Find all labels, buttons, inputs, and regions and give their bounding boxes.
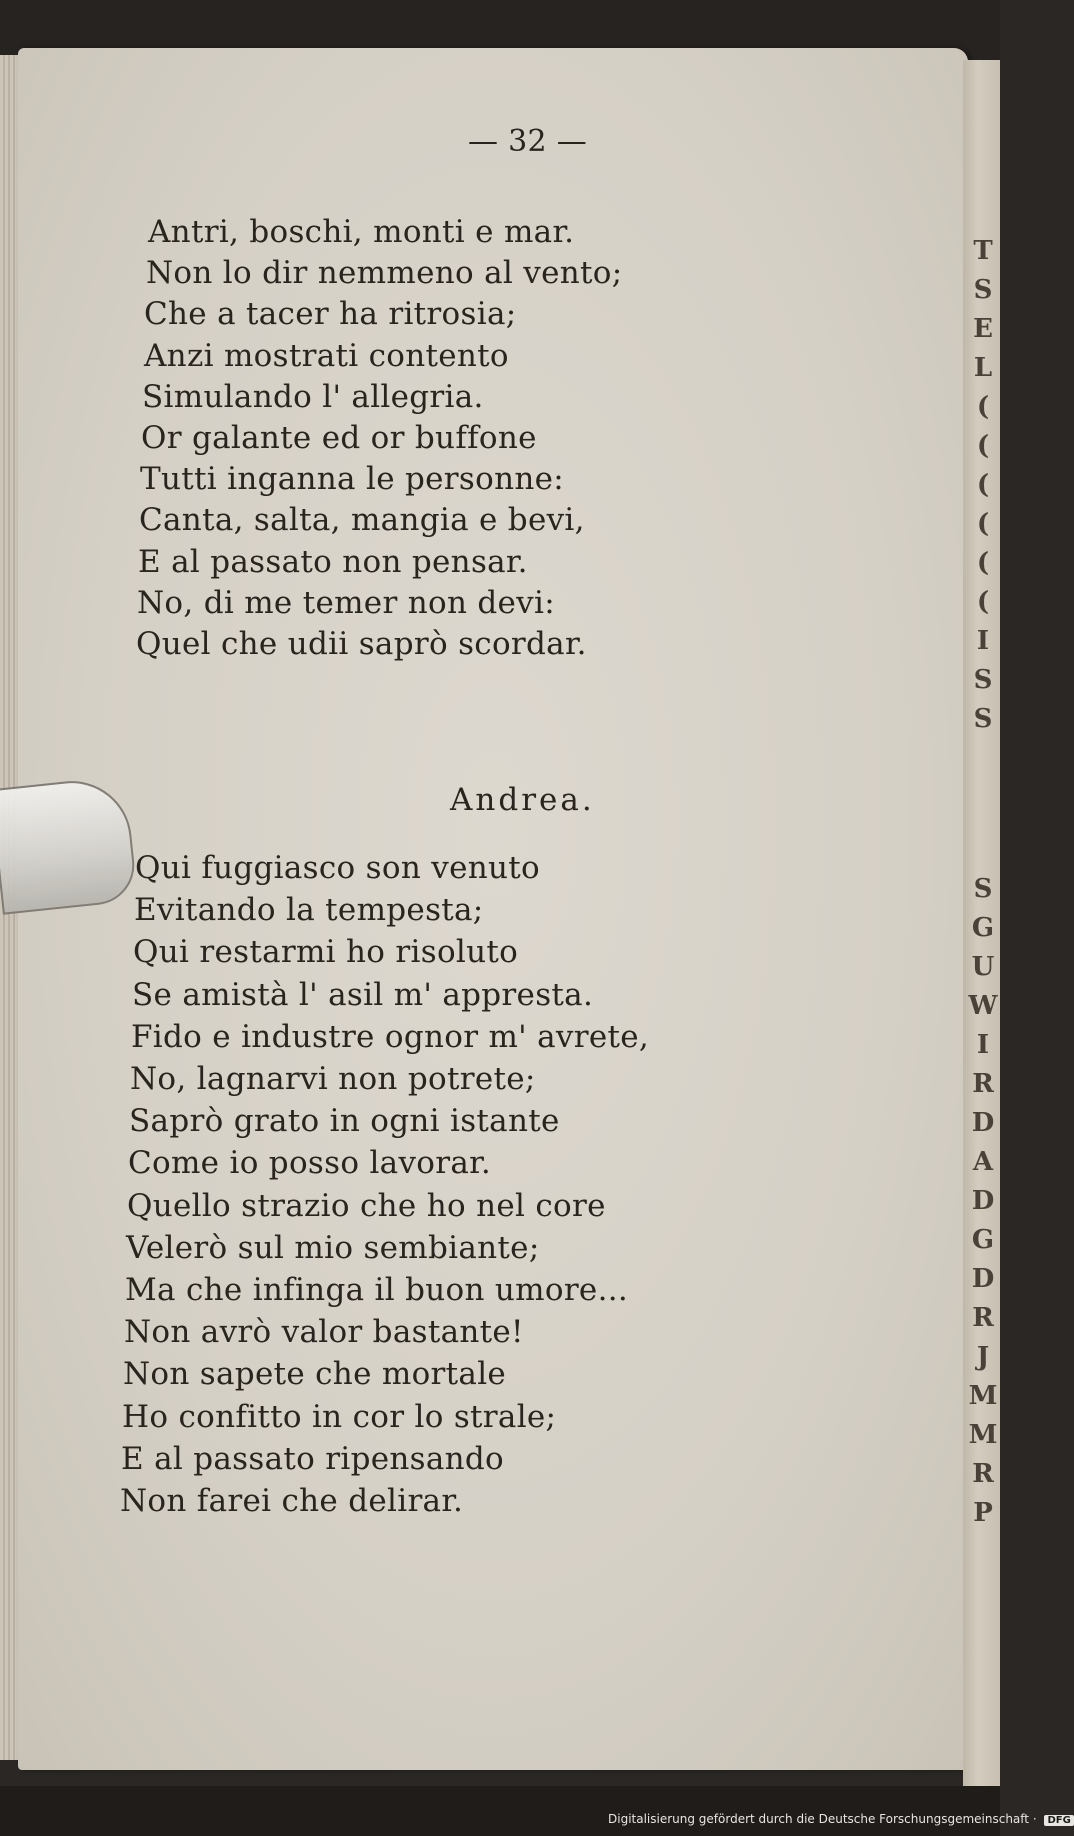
facing-page-glyph: L: [973, 353, 993, 383]
digitization-credit: [608, 1812, 1074, 1826]
facing-page-glyph: S: [973, 275, 993, 305]
verse-line: Or galante ed or buffone: [141, 420, 537, 456]
facing-page-glyph: E: [973, 314, 993, 344]
verse-line: Fido e industre ognor m' avrete,: [131, 1018, 650, 1055]
verse-line: Ho confitto in cor lo strale;: [122, 1398, 557, 1435]
verse-line: Qui fuggiasco son venuto: [135, 850, 540, 886]
facing-page-glyph: R: [972, 1459, 994, 1489]
facing-page-glyph: (: [976, 431, 990, 461]
facing-page-glyph: S: [973, 704, 993, 734]
verse-line: Canta, salta, mangia e bevi,: [139, 502, 585, 539]
facing-page-glyph: D: [971, 1108, 995, 1138]
verse-line: Non sapete che mortale: [123, 1356, 507, 1393]
facing-page-glyph: U: [971, 952, 995, 982]
verse-line: Non avrò valor bastante!: [124, 1314, 524, 1351]
facing-page-glyph: D: [971, 1186, 995, 1216]
facing-page-glyph: D: [971, 1264, 995, 1294]
verse-line: Anzi mostrati contento: [144, 337, 509, 374]
verse-line: Simulando l' allegria.: [142, 378, 484, 415]
verse-line: Evitando la tempesta;: [134, 892, 484, 929]
facing-page-glyph: R: [972, 1069, 994, 1099]
facing-page-glyph: S: [973, 665, 993, 695]
verse-line: Qui restarmi ho risoluto: [133, 934, 519, 971]
verse-line: Quel che udii saprò scordar.: [136, 626, 587, 662]
facing-page-glyphs-bottom: [968, 870, 998, 1533]
facing-page-glyph: (: [976, 548, 990, 578]
verse-line: Saprò grato in ogni istante: [129, 1103, 560, 1140]
facing-page-glyph: W: [968, 991, 998, 1021]
facing-page-glyph: G: [971, 913, 995, 943]
verse-line: Come io posso lavorar.: [128, 1145, 491, 1182]
dfg-logo: DFG: [1044, 1815, 1073, 1826]
verse-line: Quello strazio che ho nel core: [127, 1187, 606, 1224]
verse-line: Non farei che delirar.: [120, 1483, 464, 1519]
verse-line: Se amistà l' asil m' appresta.: [132, 976, 594, 1013]
speaker-name: Andrea.: [450, 782, 595, 818]
credit-text: Digitalisierung gefördert durch die Deutsche Forschungsgemeinschaft ·: [608, 1812, 1037, 1826]
facing-page-glyph: P: [973, 1498, 993, 1528]
facing-page-glyph: (: [976, 470, 990, 500]
verse-line: Ma che infinga il buon umore...: [125, 1272, 629, 1308]
facing-page-glyph: S: [973, 874, 993, 904]
facing-page-glyph: (: [976, 587, 990, 617]
verse-line: Antri, boschi, monti e mar.: [148, 214, 575, 250]
page-number: — 32 —: [468, 124, 588, 159]
verse-line: Velerò sul mio sembiante;: [126, 1229, 540, 1266]
verse-line: E al passato non pensar.: [138, 543, 528, 580]
facing-page-glyph: T: [973, 236, 993, 266]
verse-line: Tutti inganna le personne:: [140, 461, 565, 498]
verse-line: Che a tacer ha ritrosia;: [144, 296, 517, 333]
facing-page-glyph: A: [972, 1147, 994, 1177]
facing-page-glyph: R: [972, 1303, 994, 1333]
facing-page-glyph: G: [971, 1225, 995, 1255]
facing-page-glyph: M: [968, 1420, 998, 1450]
facing-page-glyph: I: [976, 1030, 990, 1060]
facing-page-glyph: M: [968, 1381, 998, 1411]
verse-line: No, lagnarvi non potrete;: [130, 1061, 536, 1097]
verse-line: No, di me temer non devi:: [137, 584, 555, 621]
facing-page-glyph: (: [976, 392, 990, 422]
facing-page-glyph: (: [976, 509, 990, 539]
facing-page-glyph: I: [976, 626, 990, 656]
facing-page-glyphs-top: [968, 232, 998, 739]
verse-line: Non lo dir nemmeno al vento;: [146, 255, 623, 292]
facing-page-glyph: J: [976, 1342, 990, 1372]
scanner-bottom-background: [0, 1786, 1000, 1836]
verse-line: E al passato ripensando: [121, 1440, 504, 1477]
